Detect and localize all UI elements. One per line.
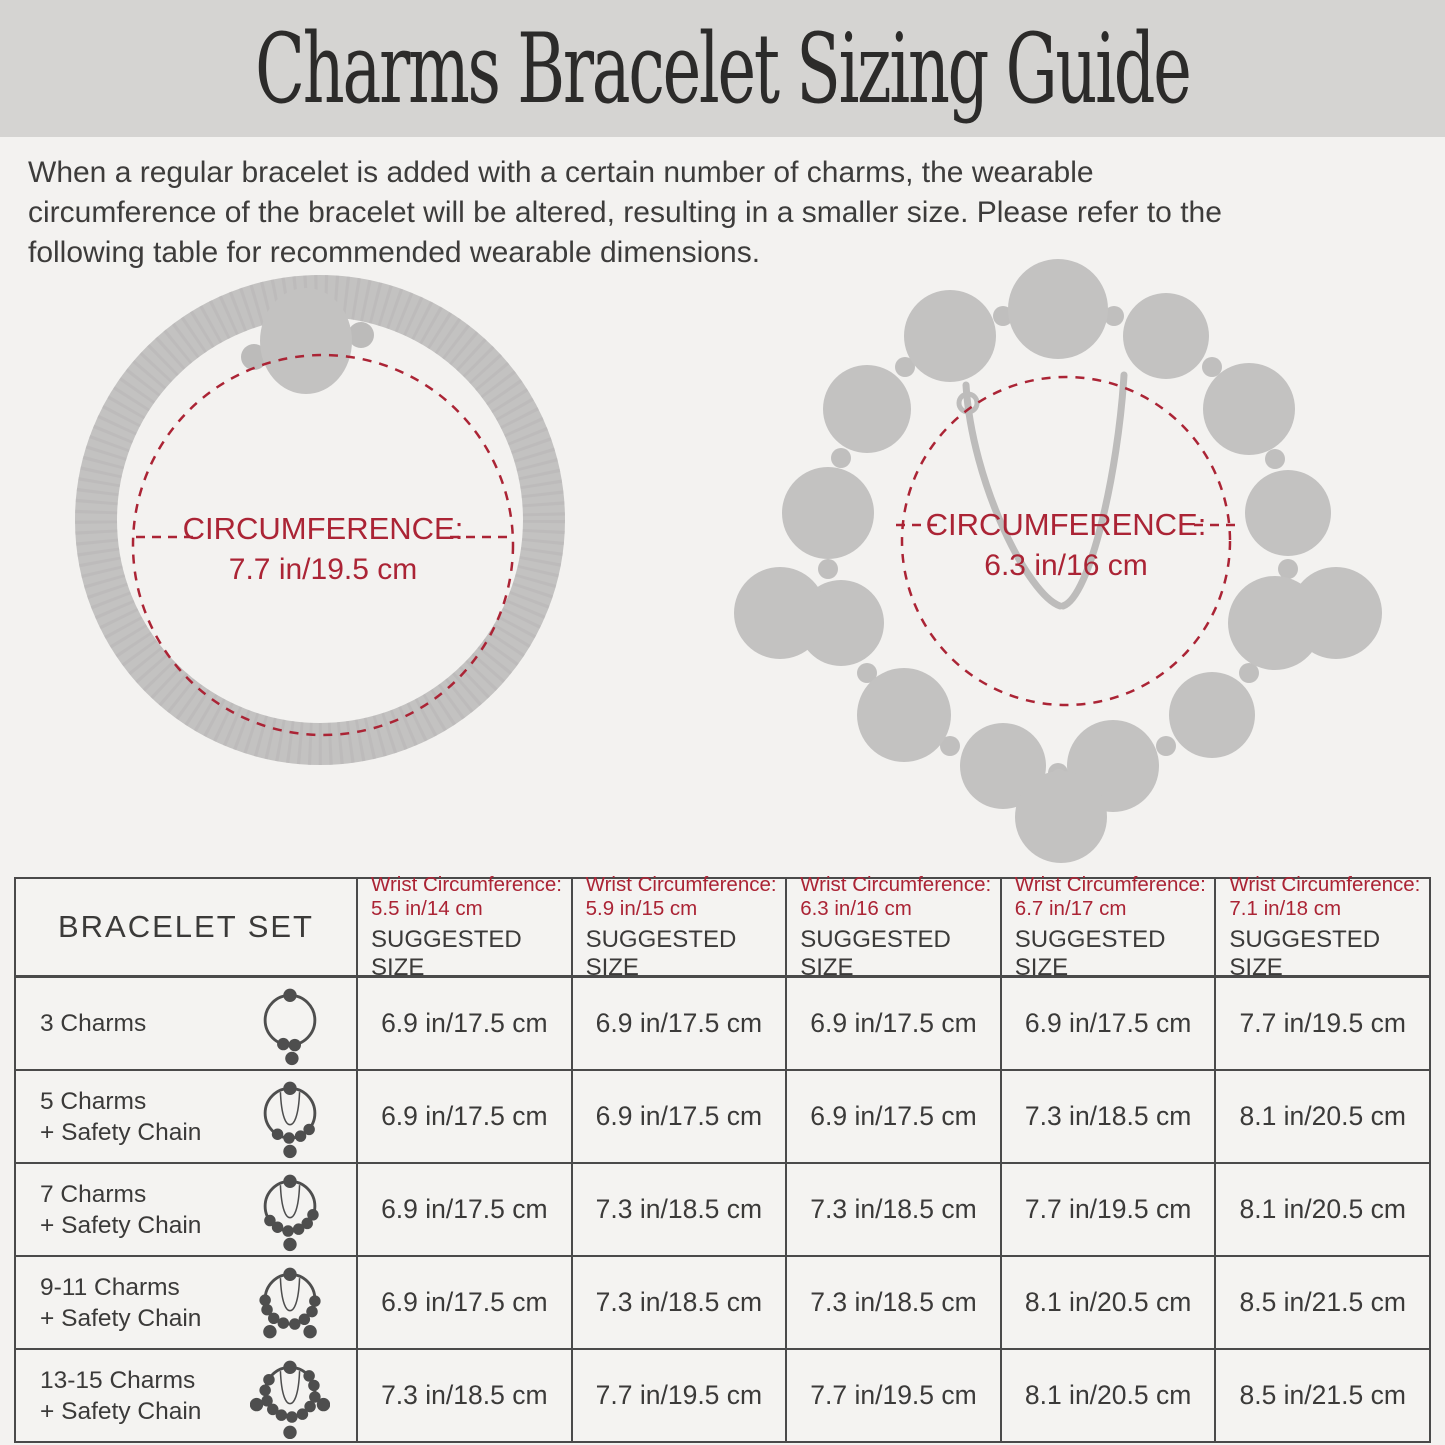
table-cell: 7.3 in/18.5 cm: [571, 1162, 786, 1255]
header-col-4: [1000, 872, 1215, 981]
suggested-size-label: SUGGESTED SIZE: [585, 925, 737, 981]
table-cell: 7.7 in/19.5 cm: [1214, 976, 1429, 1069]
table-cell: 8.1 in/20.5 cm: [1214, 1069, 1429, 1162]
bracelet-3-charms-icon: [250, 980, 330, 1068]
intro-line-1: When a regular bracelet is added with a certain number of charms, the wearable: [28, 156, 1094, 189]
bracelet-7-charms-icon: [250, 1166, 330, 1254]
wrist-circumference-label: Wrist Circumference:: [585, 872, 777, 896]
wrist-circumference-size: 5.9 in/15 cm: [585, 896, 698, 920]
charm-circumference-label: CIRCUMFERENCE:: [925, 507, 1207, 542]
charm-circumference-value: 6.3 in/16 cm: [984, 549, 1148, 582]
table-cell: 6.9 in/17.5 cm: [356, 1069, 571, 1162]
page-title: Charms Bracelet Sizing Guide: [255, 11, 1190, 126]
table-cell: 6.9 in/17.5 cm: [356, 976, 571, 1069]
row-label-line2: + Safety Chain: [40, 1211, 202, 1239]
wrist-circumference-size: 5.5 in/14 cm: [371, 896, 483, 920]
intro-text: [0, 137, 1445, 273]
wrist-circumference-label: Wrist Circumference:: [1229, 872, 1421, 896]
wrist-circumference-label: Wrist Circumference:: [371, 872, 562, 896]
suggested-size-label: SUGGESTED SIZE: [371, 925, 522, 981]
table-cell: 7.7 in/19.5 cm: [785, 1348, 1000, 1441]
plain-circumference-label: CIRCUMFERENCE:: [182, 511, 464, 546]
bracelet-13-15-charms-icon: [250, 1352, 330, 1440]
table-row-label: [16, 1348, 356, 1441]
diagrams-section: [0, 273, 1445, 867]
clasp-bead: [260, 288, 352, 394]
row-label-line1: 5 Charms: [40, 1087, 147, 1115]
row-label-line1: 13-15 Charms: [40, 1366, 196, 1394]
row-label-line2: + Safety Chain: [40, 1118, 202, 1146]
row-label-line2: + Safety Chain: [40, 1397, 202, 1425]
table-row-label: [16, 1162, 356, 1255]
table-cell: 8.1 in/20.5 cm: [1000, 1255, 1215, 1348]
table-row-label: [16, 1069, 356, 1162]
plain-circumference-value: 7.7 in/19.5 cm: [228, 553, 418, 586]
table-cell: 7.3 in/18.5 cm: [571, 1255, 786, 1348]
masthead: [0, 0, 1445, 137]
header-bracelet-set: BRACELET SET: [16, 879, 356, 976]
table-cell: 7.3 in/18.5 cm: [356, 1348, 571, 1441]
table-cell: 8.5 in/21.5 cm: [1214, 1255, 1429, 1348]
header-col-3: [785, 872, 1000, 981]
bracelet-5-charms-icon: [250, 1073, 330, 1161]
suggested-size-label: SUGGESTED SIZE: [1014, 925, 1166, 981]
header-col-5: [1214, 872, 1429, 981]
table-cell: 8.1 in/20.5 cm: [1000, 1348, 1215, 1441]
table-cell: 7.7 in/19.5 cm: [1000, 1162, 1215, 1255]
wrist-circumference-label: Wrist Circumference:: [1014, 872, 1206, 896]
table-cell: 6.9 in/17.5 cm: [356, 1162, 571, 1255]
table-cell: 7.3 in/18.5 cm: [1000, 1069, 1215, 1162]
suggested-size-label: SUGGESTED SIZE: [800, 925, 951, 981]
row-label-line1: 9-11 Charms: [40, 1273, 180, 1301]
suggested-size-label: SUGGESTED SIZE: [1229, 925, 1381, 981]
table-cell: 7.3 in/18.5 cm: [785, 1255, 1000, 1348]
table-cell: 6.9 in/17.5 cm: [571, 976, 786, 1069]
wrist-circumference-size: 6.7 in/17 cm: [1014, 896, 1127, 920]
header-col-2: [571, 872, 786, 981]
table-row-label: [16, 1255, 356, 1348]
table-cell: 6.9 in/17.5 cm: [571, 1069, 786, 1162]
table-cell: 8.5 in/21.5 cm: [1214, 1348, 1429, 1441]
intro-line-2: circumference of the bracelet will be altered, resulting in a smaller size. Please refer to the: [28, 196, 1222, 229]
table-cell: 8.1 in/20.5 cm: [1214, 1162, 1429, 1255]
header-col-1: [356, 872, 571, 981]
wrist-circumference-label: Wrist Circumference:: [800, 872, 992, 896]
bracelet-9-11-charms-icon: [250, 1259, 330, 1347]
intro-line-3: following table for recommended wearable dimensions.: [28, 236, 761, 269]
row-label-line2: + Safety Chain: [40, 1304, 202, 1332]
table-cell: 7.7 in/19.5 cm: [571, 1348, 786, 1441]
table-cell: 6.9 in/17.5 cm: [785, 976, 1000, 1069]
sizing-table: [14, 872, 1431, 1443]
table-cell: 6.9 in/17.5 cm: [1000, 976, 1215, 1069]
row-label-line1: 3 Charms: [40, 1010, 147, 1037]
table-cell: 6.9 in/17.5 cm: [785, 1069, 1000, 1162]
charm-bracelet-diagram: [728, 273, 1388, 873]
table-cell: 6.9 in/17.5 cm: [356, 1255, 571, 1348]
wrist-circumference-size: 7.1 in/18 cm: [1229, 896, 1342, 920]
row-label-line1: 7 Charms: [40, 1180, 147, 1208]
wrist-circumference-size: 6.3 in/16 cm: [800, 896, 912, 920]
table-row-label: [16, 976, 356, 1069]
plain-bracelet-diagram: [58, 273, 618, 867]
table-cell: 7.3 in/18.5 cm: [785, 1162, 1000, 1255]
